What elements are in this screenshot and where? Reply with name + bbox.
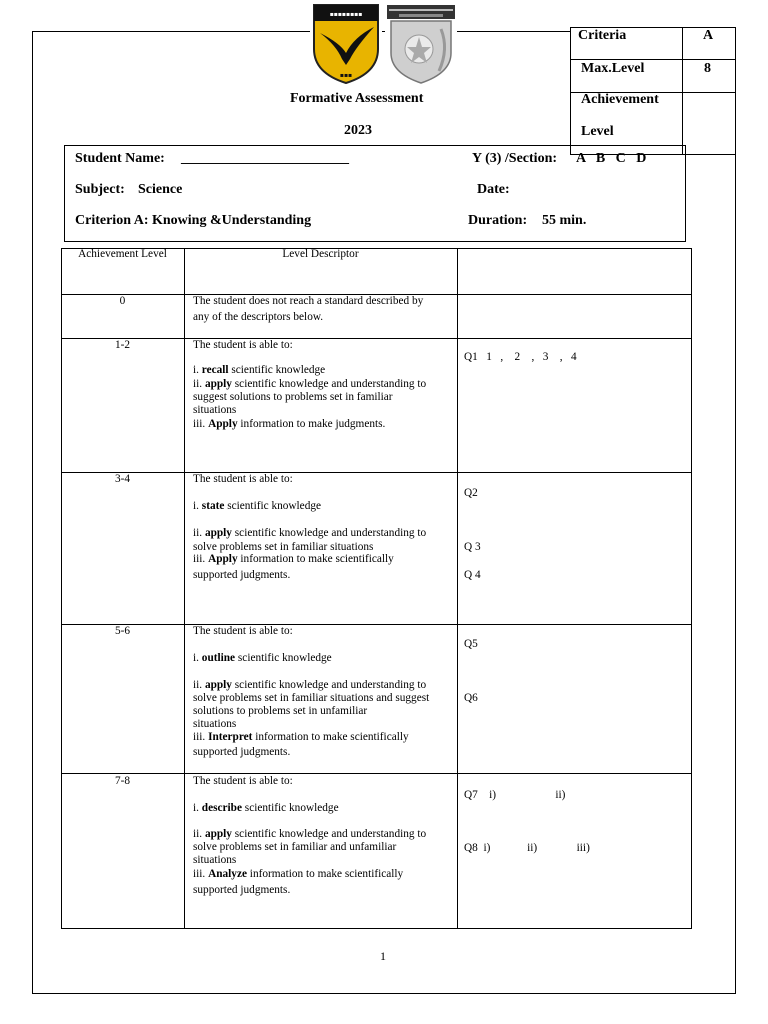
row-descriptor-2	[193, 679, 426, 693]
row-intro: The student is able to:	[193, 339, 293, 351]
row-descriptor-3	[193, 868, 403, 882]
row-level: 3-4	[114, 473, 131, 485]
descriptor-command-term: Analyze	[208, 868, 247, 880]
table-header-achievement-level: Achievement Level	[78, 248, 167, 260]
row-level: 5-6	[114, 625, 131, 637]
descriptor-prefix: ii.	[193, 828, 205, 840]
row-descriptor-3	[193, 418, 385, 432]
row-descriptor-1	[193, 500, 321, 514]
page-year: 2023	[344, 123, 372, 138]
descriptor-command-term: describe	[201, 802, 242, 814]
row-descriptor-line: situations	[193, 854, 237, 866]
row-intro: The student is able to:	[193, 473, 293, 485]
descriptor-command-term: Interpret	[208, 731, 253, 743]
row-descriptor-line: The student does not reach a standard described by	[193, 295, 424, 307]
row-descriptor-2	[193, 378, 426, 392]
descriptor-prefix: ii.	[193, 378, 205, 390]
descriptor-command-term: apply	[204, 378, 232, 390]
descriptor-text: scientific knowledge and understanding to	[231, 527, 427, 539]
descriptor-command-term: apply	[204, 828, 232, 840]
descriptor-text: information to make scientifically	[237, 553, 394, 565]
row-descriptor-1	[193, 364, 325, 378]
descriptor-text: scientific knowledge and understanding to	[231, 378, 427, 390]
row-level: 1-2	[114, 339, 131, 351]
row-descriptor-2	[193, 828, 426, 842]
descriptor-text: scientific knowledge	[241, 802, 339, 814]
descriptor-text: scientific knowledge	[224, 500, 322, 512]
row-descriptor-1	[193, 652, 332, 666]
criteria-divider	[682, 27, 683, 155]
question-ref: Q7 i) ii)	[464, 789, 566, 801]
table-row-divider	[61, 773, 692, 774]
descriptor-prefix: iii.	[193, 418, 209, 430]
question-ref: Q6	[464, 692, 478, 704]
row-level: 0	[119, 295, 126, 307]
svg-text:▪▪▪▪▪▪▪▪: ▪▪▪▪▪▪▪▪	[329, 11, 363, 18]
row-level: 7-8	[114, 775, 131, 787]
achievement-label: Achievement	[581, 92, 659, 107]
question-ref: Q1 1 , 2 , 3 , 4	[464, 351, 577, 363]
emblem-seal-logo	[385, 3, 457, 85]
question-ref: Q 4	[464, 569, 481, 581]
table-col-divider	[184, 248, 185, 929]
descriptor-text: scientific knowledge	[228, 364, 326, 376]
question-ref: Q 3	[464, 541, 481, 553]
table-header-level-descriptor: Level Descriptor	[282, 248, 359, 260]
descriptor-text: scientific knowledge and understanding to	[231, 828, 427, 840]
row-descriptor-line: any of the descriptors below.	[193, 311, 324, 323]
row-descriptor-line: situations	[193, 404, 237, 416]
descriptor-text: scientific knowledge and understanding to	[231, 679, 427, 691]
descriptor-text: information to make judgments.	[237, 418, 386, 430]
descriptor-prefix: ii.	[193, 527, 205, 539]
row-descriptor-line: solve problems set in familiar and unfamiliar	[193, 841, 397, 853]
descriptor-prefix: iii.	[193, 731, 209, 743]
school-crest-logo	[310, 3, 382, 85]
criteria-value: A	[703, 28, 714, 43]
descriptor-prefix: iii.	[193, 553, 209, 565]
criterion-label: Criterion A: Knowing &Understanding	[75, 213, 312, 228]
duration-value: 55 min.	[542, 213, 587, 228]
row-intro: The student is able to:	[193, 625, 293, 637]
achievement-label-level: Level	[581, 124, 614, 139]
subject-label: Subject:	[75, 182, 125, 197]
descriptor-command-term: apply	[204, 679, 232, 691]
max-level-value: 8	[704, 61, 711, 76]
date-label: Date:	[477, 182, 510, 197]
descriptor-command-term: state	[201, 500, 225, 512]
descriptor-command-term: Apply	[208, 418, 238, 430]
descriptor-prefix: i.	[193, 500, 202, 512]
achievement-value-field[interactable]	[690, 100, 730, 140]
criteria-label: Criteria	[578, 28, 627, 43]
criteria-divider	[570, 59, 736, 60]
descriptor-text: information to make scientifically	[252, 731, 409, 743]
descriptor-command-term: apply	[204, 527, 232, 539]
row-descriptor-line: solutions to problems set in unfamiliar	[193, 705, 368, 717]
descriptor-text: scientific knowledge	[235, 652, 332, 664]
descriptor-prefix: ii.	[193, 679, 205, 691]
descriptor-text: information to make scientifically	[246, 868, 404, 880]
duration-label: Duration:	[468, 213, 528, 228]
svg-text:▪▪▪: ▪▪▪	[339, 72, 353, 79]
student-name-label: Student Name:	[75, 151, 165, 166]
subject-value: Science	[138, 182, 183, 197]
descriptor-command-term: Apply	[208, 553, 238, 565]
row-descriptor-line: solve problems set in familiar situations	[193, 541, 374, 553]
descriptor-prefix: i.	[193, 652, 202, 664]
descriptor-prefix: i.	[193, 802, 202, 814]
row-descriptor-line: solve problems set in familiar situations and suggest	[193, 692, 430, 704]
question-ref: Q2	[464, 487, 478, 499]
max-level-label: Max.Level	[581, 61, 645, 76]
row-descriptor-line: situations	[193, 718, 237, 730]
page-number: 1	[380, 949, 386, 963]
row-descriptor-2	[193, 527, 426, 541]
row-descriptor-1	[193, 802, 339, 816]
section-label: Y (3) /Section:	[472, 151, 558, 166]
row-intro: The student is able to:	[193, 775, 293, 787]
section-options[interactable]: A B C D	[576, 151, 647, 166]
row-descriptor-line: supported judgments.	[193, 884, 291, 896]
descriptor-command-term: outline	[201, 652, 236, 664]
table-col-divider	[457, 248, 458, 929]
row-descriptor-3	[193, 731, 409, 745]
row-descriptor-3	[193, 553, 394, 567]
descriptor-prefix: i.	[193, 364, 202, 376]
descriptor-command-term: recall	[201, 364, 229, 376]
page-title: Formative Assessment	[290, 91, 424, 106]
descriptor-prefix: iii.	[193, 868, 209, 880]
row-descriptor-line: supported judgments.	[193, 569, 291, 581]
question-ref: Q8 i) ii) iii)	[464, 842, 590, 854]
question-ref: Q5	[464, 638, 478, 650]
row-descriptor-line: suggest solutions to problems set in familiar	[193, 391, 393, 403]
row-descriptor-line: supported judgments.	[193, 746, 291, 758]
student-name-field[interactable]: ________________________	[181, 151, 349, 166]
